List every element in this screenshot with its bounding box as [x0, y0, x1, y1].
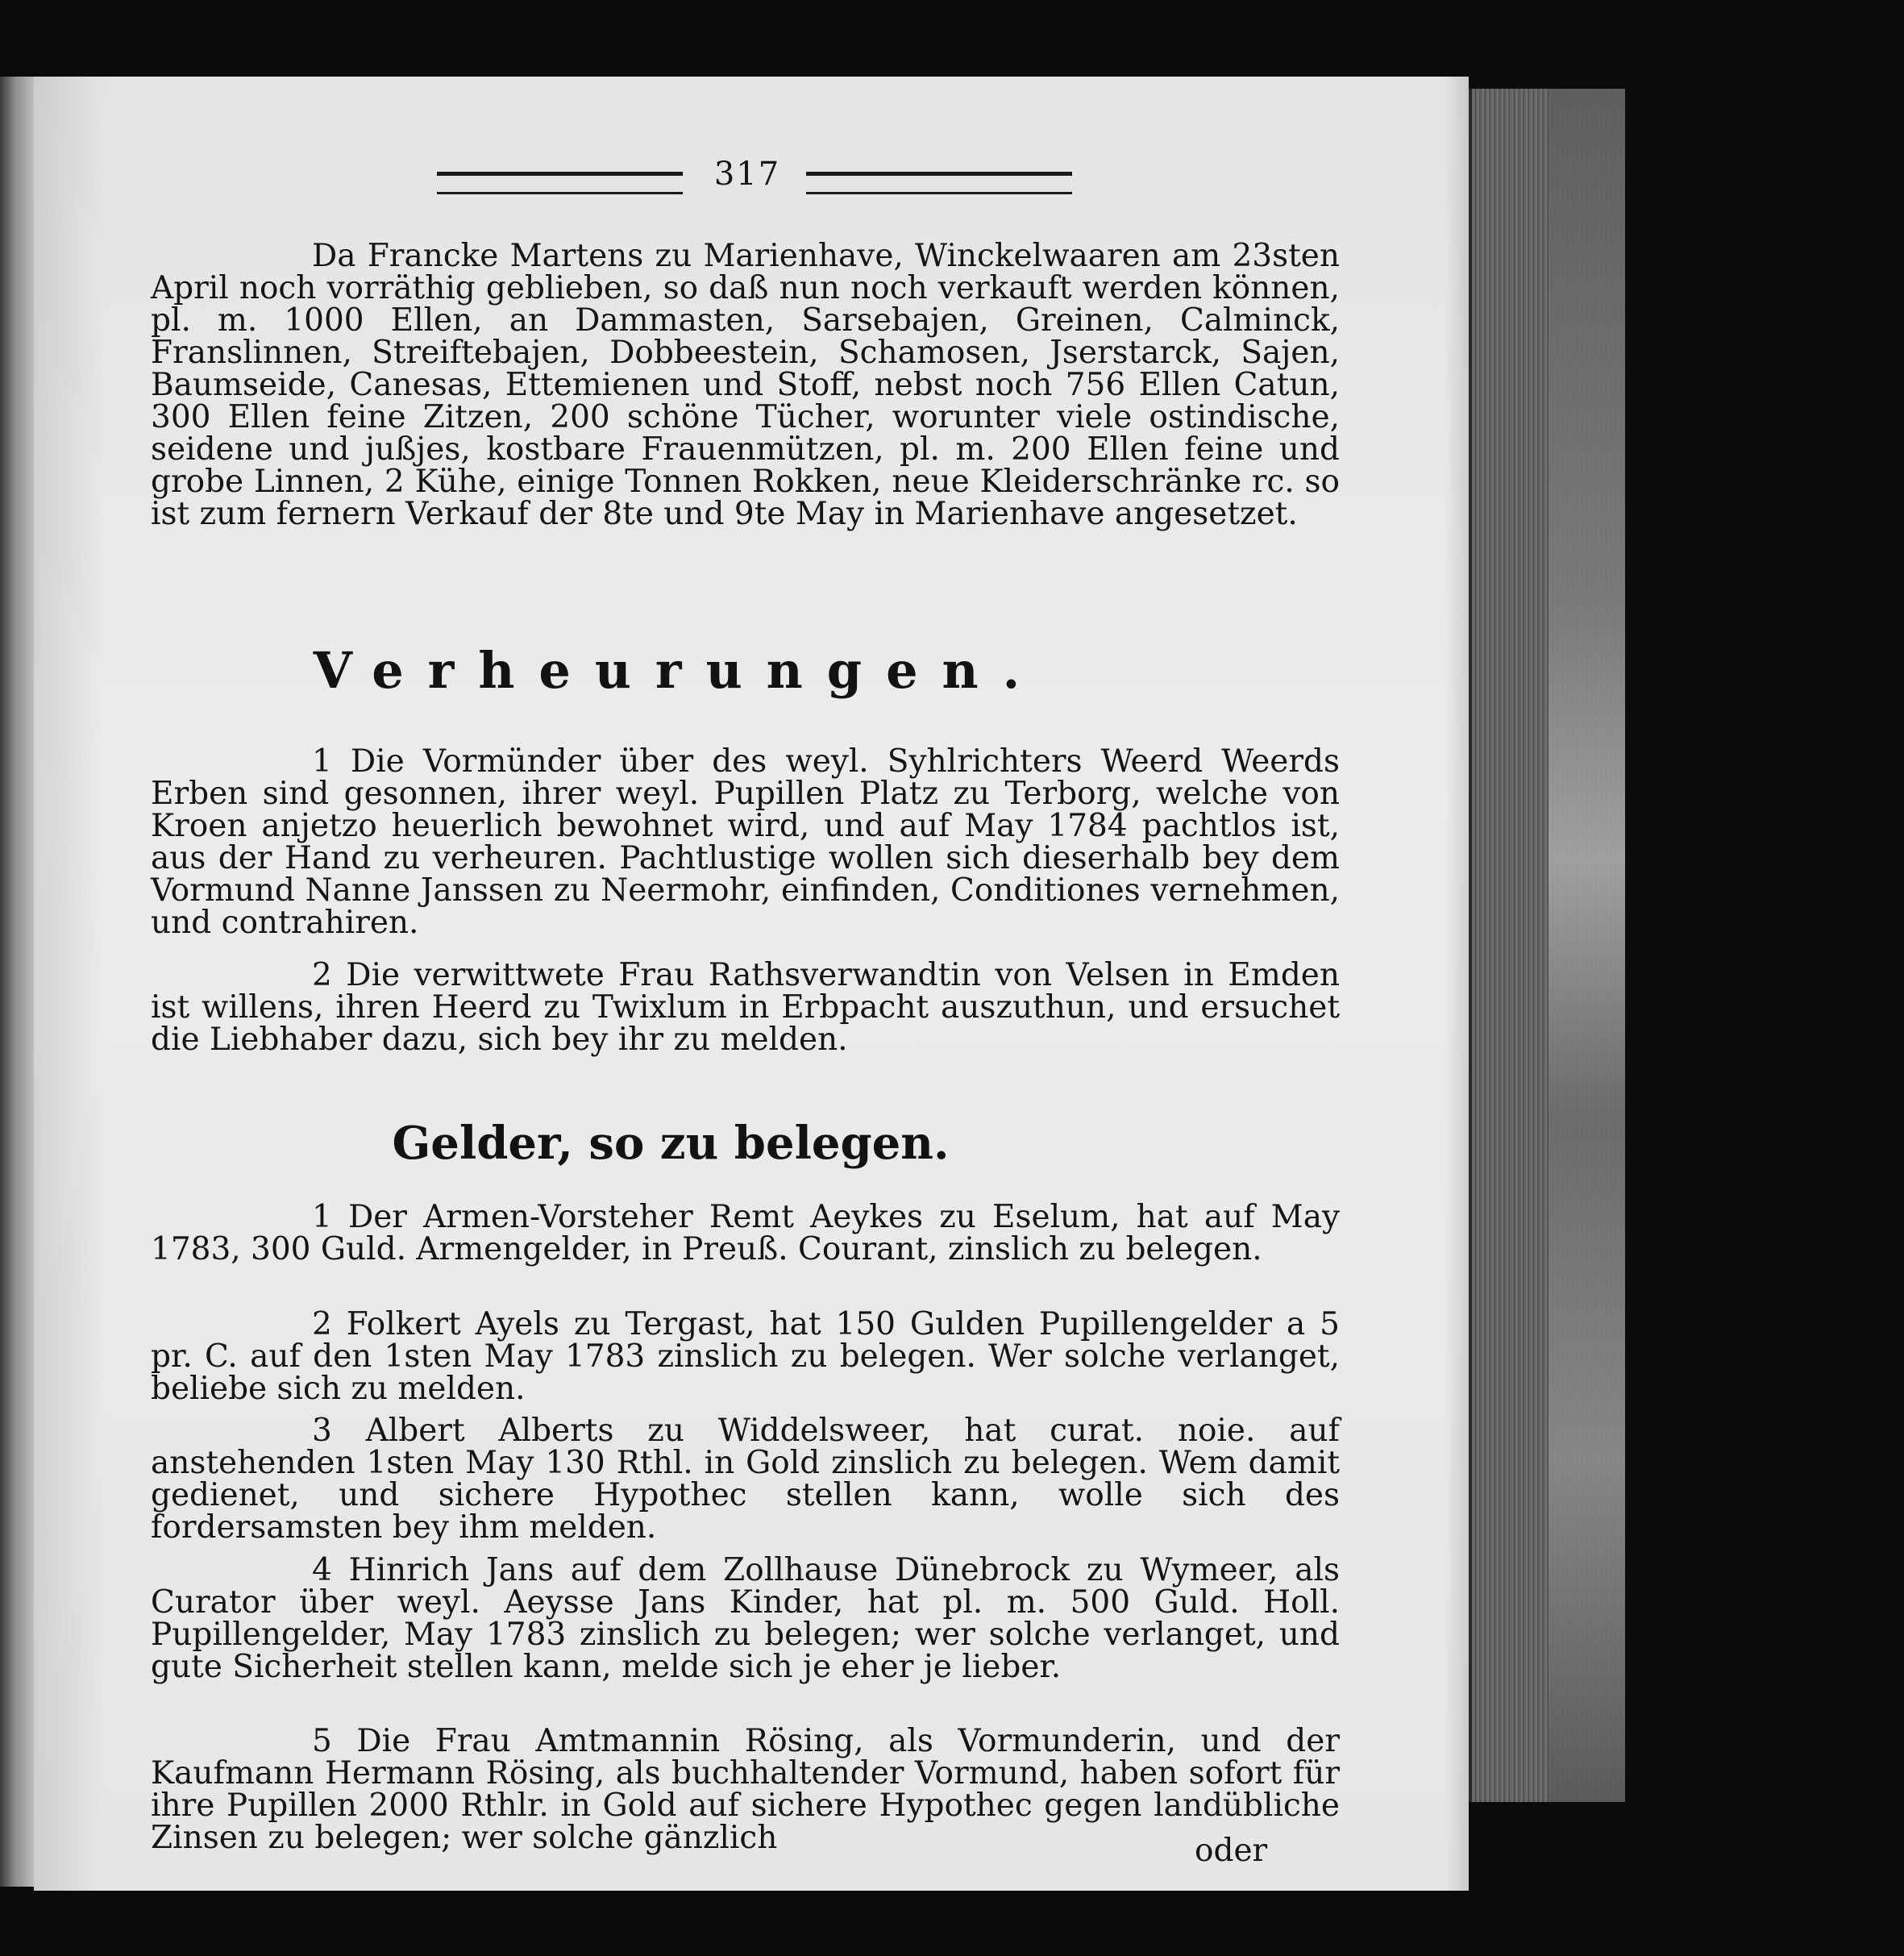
- list-item: 3 Albert Alberts zu Widdelsweer, hat curat. noie. auf anstehenden 1sten May 130 Rthl. in Gold zinslich zu belegen. Wem damit gedienet, und sichere Hypothec stellen kann, wolle sich des fordersamsten bey ihm melden.: [151, 1413, 1340, 1546]
- page-number: 317: [713, 156, 781, 193]
- header-rule-left: [437, 172, 683, 194]
- catchword: oder: [1195, 1833, 1268, 1869]
- list-item: 2 Die verwittwete Frau Rathsverwandtin von Velsen in Emden ist willens, ihren Heerd zu Twixlum in Erbpacht auszuthun, und ersuchet die Liebhaber dazu, sich bey ihr zu melden.: [151, 957, 1340, 1058]
- book-fore-edge: [1469, 89, 1625, 1802]
- list-item: 4 Hinrich Jans auf dem Zollhause Dünebrock zu Wymeer, als Curator über weyl. Aeysse Jans Kinder, hat pl. m. 500 Guld. Holl. Pupillengelder, May 1783 zinslich zu belegen; wer solche verlanget, und gute Sicherheit stellen kann, melde sich je eher je lieber.: [151, 1552, 1340, 1685]
- section-heading-verheurungen: Verheurungen.: [313, 641, 1045, 700]
- adjacent-page-edge: [0, 77, 34, 1887]
- section-heading-gelder: Gelder, so zu belegen.: [392, 1117, 950, 1170]
- list-item: 5 Die Frau Amtmannin Rösing, als Vormunderin, und der Kaufmann Hermann Rösing, als buchhaltender Vormund, haben sofort für ihre Pupillen 2000 Rthlr. in Gold auf sichere Hypothec gegen landübliche Zinsen zu belegen; wer solche gänzlich: [151, 1723, 1340, 1856]
- book-page: [34, 77, 1469, 1891]
- intro-paragraph: Da Francke Martens zu Marienhave, Winckelwaaren am 23sten April noch vorräthig geblieben, so daß nun noch verkauft werden können, pl. m. 1000 Ellen, an Dammasten, Sarsebajen, Greinen, Calminck, Franslinnen, Streiftebajen, Dobbeestein, Schamosen, Jserstarck, Sajen, Baumseide, Canesas, Ettemienen und Stoff, nebst noch 756 Ellen Catun, 300 Ellen feine Zitzen, 200 schöne Tücher, worunter viele ostindische, seidene und jußjes, kostbare Frauenmützen, pl. m. 200 Ellen feine und grobe Linnen, 2 Kühe, einige Tonnen Rokken, neue Kleiderschränke rc. so ist zum fernern Verkauf der 8te und 9te May in Marienhave angesetzet.: [151, 238, 1340, 532]
- list-item: 2 Folkert Ayels zu Tergast, hat 150 Gulden Pupillengelder a 5 pr. C. auf den 1sten May 1783 zinslich zu belegen. Wer solche verlanget, beliebe sich zu melden.: [151, 1306, 1340, 1407]
- list-item: 1 Die Vormünder über des weyl. Syhlrichters Weerd Weerds Erben sind gesonnen, ihrer weyl. Pupillen Platz zu Terborg, welche von Kroen anjetzo heuerlich bewohnet wird, und auf May 1784 pachtlos ist, aus der Hand zu verheuren. Pachtlustige wollen sich dieserhalb bey dem Vormund Nanne Janssen zu Neermohr, einfinden, Conditiones vernehmen, und contrahiren.: [151, 743, 1340, 941]
- list-item: 1 Der Armen-Vorsteher Remt Aeykes zu Eselum, hat auf May 1783, 300 Guld. Armengelder, in Preuß. Courant, zinslich zu belegen.: [151, 1199, 1340, 1267]
- header-rule-right: [806, 172, 1072, 194]
